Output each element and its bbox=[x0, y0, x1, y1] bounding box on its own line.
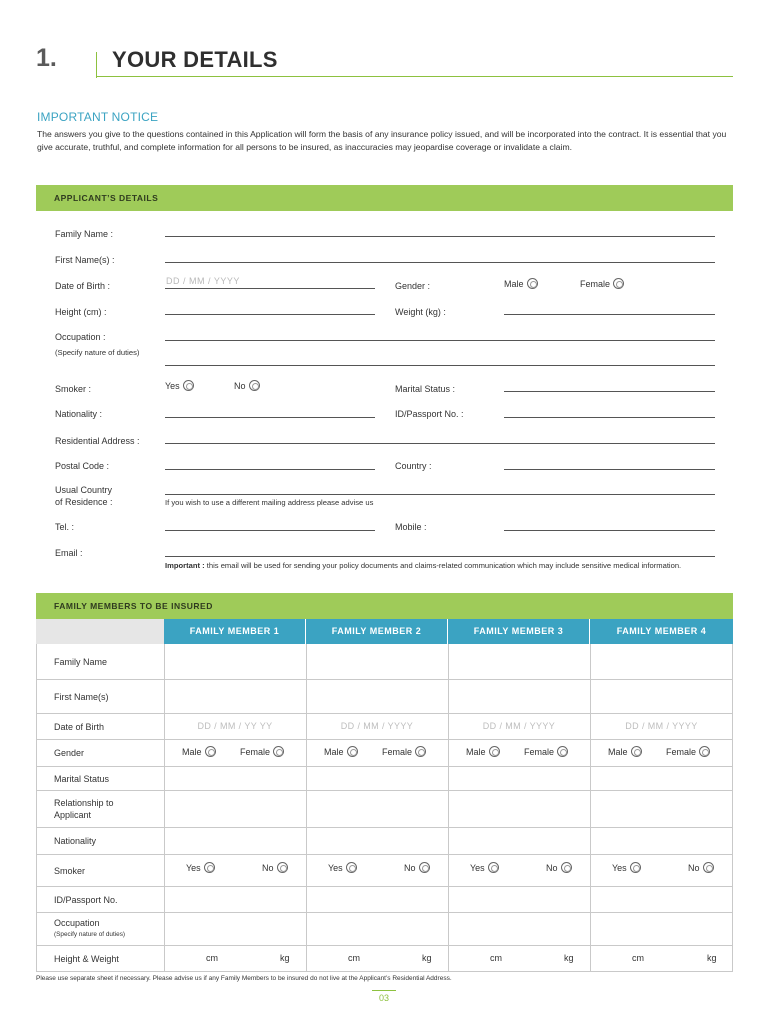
female-label: Female bbox=[580, 279, 611, 289]
address-field[interactable] bbox=[165, 443, 715, 444]
member-2-dob-placeholder[interactable]: DD / MM / YYYY bbox=[340, 721, 414, 731]
member-3-kg-unit: kg bbox=[564, 953, 574, 963]
member-4-female-radio[interactable] bbox=[699, 746, 710, 757]
member-2-smoker-no-radio[interactable] bbox=[419, 862, 430, 873]
no-radio[interactable] bbox=[249, 380, 260, 391]
row-label-dob: Date of Birth bbox=[54, 722, 105, 732]
member-3-dob-placeholder[interactable]: DD / MM / YYYY bbox=[482, 721, 556, 731]
column-divider-3 bbox=[448, 644, 449, 972]
header-divider bbox=[96, 52, 97, 78]
member-1-dob-placeholder[interactable]: DD / MM / YY YY bbox=[197, 721, 273, 731]
column-divider-4 bbox=[590, 644, 591, 972]
member-1-smoker-no[interactable] bbox=[262, 863, 288, 874]
first-names-field[interactable] bbox=[165, 262, 715, 263]
relationship-line-2: Applicant bbox=[54, 810, 92, 820]
member-1-smoker-yes[interactable] bbox=[186, 863, 215, 874]
member-3-smoker-no-label: No bbox=[546, 863, 558, 873]
family-section-bar bbox=[36, 593, 733, 619]
occupation-label: Occupation : bbox=[55, 332, 106, 342]
height-field[interactable] bbox=[165, 314, 375, 315]
table-border-left bbox=[36, 644, 37, 972]
member-2-cm-unit: cm bbox=[348, 953, 360, 963]
member-1-cm-unit: cm bbox=[206, 953, 218, 963]
member-1-smoker-no-label: No bbox=[262, 863, 274, 873]
notice-heading: IMPORTANT NOTICE bbox=[37, 110, 159, 124]
member-2-male-label: Male bbox=[324, 747, 344, 757]
postal-label: Postal Code : bbox=[55, 461, 110, 471]
member-3-cm-unit: cm bbox=[490, 953, 502, 963]
member-1-kg-unit: kg bbox=[280, 953, 290, 963]
page-number: 03 bbox=[378, 993, 389, 1003]
usual-country-field[interactable] bbox=[165, 494, 715, 495]
member-2-female[interactable] bbox=[382, 747, 426, 758]
female-radio[interactable] bbox=[613, 278, 624, 289]
mobile-field[interactable] bbox=[504, 530, 715, 531]
member-4-male-radio[interactable] bbox=[631, 746, 642, 757]
footer-note: Please use separate sheet if necessary. Please advise us if any Family Members to be insured do not live at the Applicant’s Residential Address. bbox=[36, 975, 452, 982]
section-number: 1. bbox=[36, 44, 57, 72]
marital-label: Marital Status : bbox=[395, 384, 456, 394]
member-1-male-label: Male bbox=[182, 747, 202, 757]
smoker-label: Smoker : bbox=[55, 384, 92, 394]
table-row-nationality bbox=[36, 828, 733, 855]
member-4-smoker-yes-radio[interactable] bbox=[630, 862, 641, 873]
member-1-female-radio[interactable] bbox=[273, 746, 284, 757]
member-3-smoker-yes-label: Yes bbox=[470, 863, 485, 873]
nationality-field[interactable] bbox=[165, 417, 375, 418]
column-header-member-3: FAMILY MEMBER 3 bbox=[448, 619, 589, 644]
column-divider-2 bbox=[306, 644, 307, 972]
member-4-smoker-yes[interactable] bbox=[612, 863, 641, 874]
member-4-male[interactable] bbox=[608, 747, 642, 758]
member-2-smoker-yes-label: Yes bbox=[328, 863, 343, 873]
occupation-field-1[interactable] bbox=[165, 340, 715, 341]
gender-label: Gender : bbox=[395, 281, 431, 291]
member-4-smoker-no-radio[interactable] bbox=[703, 862, 714, 873]
height-label: Height (cm) : bbox=[55, 307, 107, 317]
member-4-smoker-no-label: No bbox=[688, 863, 700, 873]
member-3-female-label: Female bbox=[524, 747, 555, 757]
gender-female-option[interactable] bbox=[580, 279, 624, 290]
row-label-passport: ID/Passport No. bbox=[54, 895, 118, 905]
table-row-marital bbox=[36, 767, 733, 791]
row-label-occupation: Occupation bbox=[54, 918, 100, 928]
male-label: Male bbox=[504, 279, 524, 289]
member-4-male-label: Male bbox=[608, 747, 628, 757]
member-2-male-radio[interactable] bbox=[347, 746, 358, 757]
member-3-smoker-no-radio[interactable] bbox=[561, 862, 572, 873]
member-4-dob-placeholder[interactable]: DD / MM / YYYY bbox=[625, 721, 698, 731]
applicant-section-bar bbox=[36, 185, 733, 211]
row-label-relationship bbox=[54, 797, 114, 821]
notice-text: The answers you give to the questions contained in this Application will form the basis of any insurance policy issued, and will be incorporated into the contract. It is essential that you give accurate, truthful, and complete information for all persons to be insured, as inaccuracies may jeopardise coverage or invalidate a claim. bbox=[37, 129, 727, 152]
postal-field[interactable] bbox=[165, 469, 375, 470]
passport-label: ID/Passport No. : bbox=[395, 409, 464, 419]
member-3-male[interactable] bbox=[466, 747, 500, 758]
yes-label: Yes bbox=[165, 381, 180, 391]
gender-male-option[interactable] bbox=[504, 279, 538, 290]
dob-placeholder: DD / MM / YYYY bbox=[166, 276, 240, 286]
member-4-female[interactable] bbox=[666, 747, 710, 758]
column-header-member-4: FAMILY MEMBER 4 bbox=[590, 619, 733, 644]
member-4-kg-unit: kg bbox=[707, 953, 717, 963]
member-2-smoker-yes-radio[interactable] bbox=[346, 862, 357, 873]
passport-field[interactable] bbox=[504, 417, 715, 418]
member-4-female-label: Female bbox=[666, 747, 697, 757]
member-3-male-label: Male bbox=[466, 747, 486, 757]
male-radio[interactable] bbox=[527, 278, 538, 289]
email-field[interactable] bbox=[165, 556, 715, 557]
member-2-smoker-no[interactable] bbox=[404, 863, 430, 874]
email-label: Email : bbox=[55, 548, 83, 558]
member-1-smoker-no-radio[interactable] bbox=[277, 862, 288, 873]
page-number-rule bbox=[372, 990, 396, 991]
usual-country-label-2: of Residence : bbox=[55, 497, 113, 507]
smoker-yes-option[interactable] bbox=[165, 381, 194, 392]
marital-field[interactable] bbox=[504, 391, 715, 392]
mailing-hint: If you wish to use a different mailing address please advise us bbox=[165, 498, 374, 507]
weight-field[interactable] bbox=[504, 314, 715, 315]
row-label-gender: Gender bbox=[54, 748, 85, 758]
section-header bbox=[36, 44, 733, 78]
email-note-bold: Important : bbox=[165, 561, 205, 570]
member-3-smoker-yes[interactable] bbox=[470, 863, 499, 874]
usual-country-label: Usual Country bbox=[55, 485, 113, 495]
header-underline bbox=[96, 76, 733, 77]
member-4-smoker-no[interactable] bbox=[688, 863, 714, 874]
yes-radio[interactable] bbox=[183, 380, 194, 391]
column-header-member-2: FAMILY MEMBER 2 bbox=[306, 619, 447, 644]
page-title: YOUR DETAILS bbox=[112, 47, 278, 72]
member-4-cm-unit: cm bbox=[632, 953, 644, 963]
tel-field[interactable] bbox=[165, 530, 375, 531]
table-row-occupation bbox=[36, 913, 733, 946]
family-name-field[interactable] bbox=[165, 236, 715, 237]
member-1-smoker-yes-radio[interactable] bbox=[204, 862, 215, 873]
member-2-kg-unit: kg bbox=[422, 953, 432, 963]
table-row-family-name bbox=[36, 644, 733, 680]
relationship-line-1: Relationship to bbox=[54, 798, 114, 808]
first-names-label: First Name(s) : bbox=[55, 255, 115, 265]
family-section-title: FAMILY MEMBERS TO BE INSURED bbox=[54, 601, 213, 611]
member-1-female-label: Female bbox=[240, 747, 271, 757]
row-label-family-name: Family Name bbox=[54, 657, 108, 667]
member-4-smoker-yes-label: Yes bbox=[612, 863, 627, 873]
occupation-hint-small: (Specify nature of duties) bbox=[54, 931, 126, 938]
address-label: Residential Address : bbox=[55, 436, 140, 446]
occupation-field-2[interactable] bbox=[165, 365, 715, 366]
country-field[interactable] bbox=[504, 469, 715, 470]
member-3-female[interactable] bbox=[524, 747, 568, 758]
email-note bbox=[165, 561, 720, 571]
nationality-label: Nationality : bbox=[55, 409, 103, 419]
member-2-male[interactable] bbox=[324, 747, 358, 758]
column-divider-1 bbox=[164, 644, 165, 972]
member-2-female-label: Female bbox=[382, 747, 413, 757]
applicant-section-title: APPLICANT’S DETAILS bbox=[54, 193, 159, 203]
table-border-right bbox=[732, 644, 733, 972]
dob-label: Date of Birth : bbox=[55, 281, 111, 291]
mobile-label: Mobile : bbox=[395, 522, 427, 532]
smoker-no-option[interactable] bbox=[234, 381, 260, 392]
member-1-female[interactable] bbox=[240, 747, 284, 758]
member-3-male-radio[interactable] bbox=[489, 746, 500, 757]
member-1-male-radio[interactable] bbox=[205, 746, 216, 757]
member-3-smoker-no[interactable] bbox=[546, 863, 572, 874]
tel-label: Tel. : bbox=[55, 522, 75, 532]
member-3-female-radio[interactable] bbox=[557, 746, 568, 757]
dob-field[interactable] bbox=[165, 288, 375, 289]
row-label-nationality: Nationality bbox=[54, 836, 97, 846]
country-label: Country : bbox=[395, 461, 432, 471]
family-name-label: Family Name : bbox=[55, 229, 114, 239]
table-corner bbox=[36, 619, 164, 644]
row-label-marital: Marital Status bbox=[54, 774, 110, 784]
table-row-relationship bbox=[36, 791, 733, 828]
column-header-member-1: FAMILY MEMBER 1 bbox=[164, 619, 305, 644]
occupation-hint: (Specify nature of duties) bbox=[55, 348, 140, 357]
member-2-smoker-no-label: No bbox=[404, 863, 416, 873]
row-label-smoker: Smoker bbox=[54, 866, 86, 876]
member-2-smoker-yes[interactable] bbox=[328, 863, 357, 874]
row-label-first-names: First Name(s) bbox=[54, 692, 109, 702]
no-label: No bbox=[234, 381, 246, 391]
weight-label: Weight (kg) : bbox=[395, 307, 446, 317]
member-2-female-radio[interactable] bbox=[415, 746, 426, 757]
row-label-height-weight: Height & Weight bbox=[54, 954, 119, 964]
email-note-text: this email will be used for sending your policy documents and claims-related communication which may include sensitive medical information. bbox=[204, 561, 682, 570]
member-1-male[interactable] bbox=[182, 747, 216, 758]
table-row-first-names bbox=[36, 680, 733, 714]
member-1-smoker-yes-label: Yes bbox=[186, 863, 201, 873]
table-row-height-weight bbox=[36, 946, 733, 972]
table-row-passport bbox=[36, 887, 733, 913]
member-3-smoker-yes-radio[interactable] bbox=[488, 862, 499, 873]
